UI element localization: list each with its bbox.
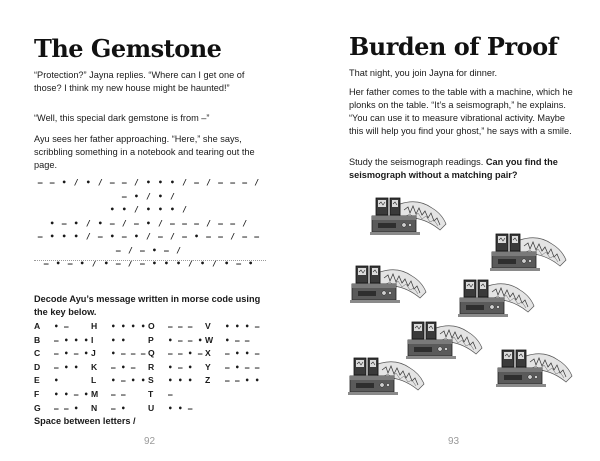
key-entry: I • •	[91, 334, 126, 345]
seismograph-icon	[348, 354, 426, 398]
paragraph: “Well, this special dark gemstone is from –”	[34, 113, 210, 123]
key-entry: Z – – • •	[205, 375, 260, 386]
right-page	[300, 0, 600, 461]
seismograph-icon	[370, 194, 448, 238]
morse-key	[34, 320, 264, 413]
key-entry: H • • • •	[91, 321, 146, 331]
question-intro: Study the seismograph readings.	[349, 157, 486, 167]
key-entry: C – • – •	[34, 348, 89, 359]
morse-key-column	[148, 320, 203, 415]
seismograph-icon	[458, 276, 536, 320]
morse-line: – – • / • / – – / • • • / – / – – – / – • / • /	[37, 178, 261, 201]
key-entry: E •	[34, 375, 59, 386]
seismograph-icon	[350, 262, 428, 306]
morse-key-column	[34, 320, 89, 415]
paragraph: “Protection?” Jayna replies. “Where can I get one of those? I think my new house might be haunted!”	[34, 70, 245, 93]
key-entry: K – • –	[91, 361, 136, 372]
key-entry: J • – – –	[91, 348, 146, 359]
puzzle-question	[349, 156, 581, 182]
key-entry: O – – –	[148, 321, 193, 331]
space-note: Space between letters /	[34, 416, 136, 426]
page-number: 93	[448, 436, 460, 447]
left-page-title: The Gemstone	[34, 34, 222, 63]
key-entry: V • • • –	[205, 321, 260, 331]
key-entry: N – •	[91, 402, 126, 413]
morse-message	[34, 176, 264, 271]
key-entry: B – • • •	[34, 334, 89, 345]
dotted-divider	[34, 260, 266, 261]
paragraph: That night, you join Jayna for dinner.	[349, 68, 498, 78]
seismograph-icon	[496, 346, 574, 390]
key-entry: Q – – • –	[148, 348, 203, 359]
morse-line: – • – • / • – / – • • • / • / • – •	[43, 259, 255, 268]
page-number: 92	[144, 436, 156, 447]
paragraph: Ayu sees her father approaching. “Here,” she says, scribbling something in a notebook and tearing out the page.	[34, 134, 255, 170]
key-entry: D – • •	[34, 361, 79, 372]
key-entry: F • • – •	[34, 388, 89, 399]
morse-line: • – • / • – / – • / – – – / – – /	[49, 218, 249, 228]
question-bold: Can you find the seismograph without a matching pair?	[349, 157, 558, 180]
morse-line: • • / • • • /	[109, 205, 189, 214]
seismograph-icon	[490, 230, 568, 274]
key-entry: G – – •	[34, 402, 79, 413]
instruction-text: Decode Ayu’s message written in morse code using the key below.	[34, 294, 261, 317]
key-entry: P • – – •	[148, 334, 203, 345]
key-entry: S • • •	[148, 375, 193, 386]
morse-key-column	[91, 320, 146, 415]
morse-line: – • • • / – • – • / – / – • – – / – – – / – • – /	[37, 232, 261, 255]
key-entry: W • – –	[205, 334, 250, 345]
key-entry: U • • –	[148, 402, 193, 413]
key-entry: X – • • –	[205, 348, 260, 359]
key-entry: M – –	[91, 388, 126, 399]
morse-key-column	[205, 320, 260, 388]
paragraph: Her father comes to the table with a machine, which he plonks on the table. “It’s a seismograph,” he explains. “You can use it to measure vibrational activity. Maybe this will help you find your ghost,” he says with a smile.	[349, 87, 573, 136]
key-entry: A • –	[34, 321, 69, 331]
key-entry: L • – • •	[91, 375, 146, 386]
key-entry: R • – •	[148, 361, 193, 372]
key-entry: T –	[148, 388, 173, 399]
right-page-title: Burden of Proof	[349, 32, 558, 61]
key-entry: Y – • – –	[205, 361, 260, 372]
